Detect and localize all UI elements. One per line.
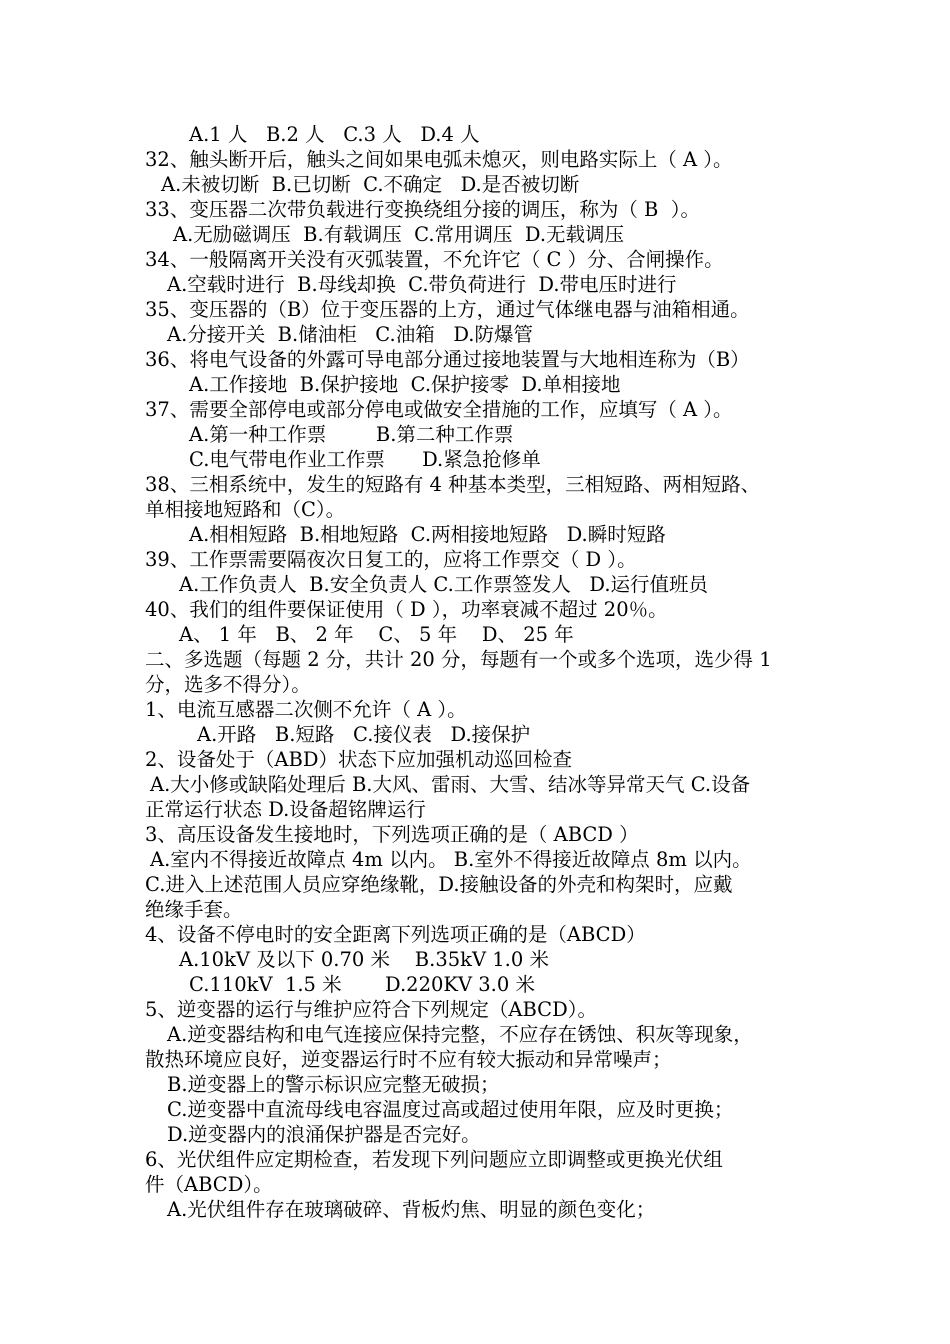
- q37-options-1: A.第一种工作票 B.第二种工作票: [189, 423, 514, 446]
- m4-question: 4、设备不停电时的安全距离下列选项正确的是（ABCD）: [145, 923, 646, 946]
- m3-options-cont: C.进入上述范围人员应穿绝缘靴，D.接触设备的外壳和构架时，应戴: [145, 873, 733, 896]
- m5-option-a-cont: 散热环境应良好，逆变器运行时不应有较大振动和异常噪声；: [145, 1048, 672, 1071]
- m3-options-cont-2: 绝缘手套。: [145, 898, 243, 921]
- m2-options: A.大小修或缺陷处理后 B.大风、雷雨、大雪、结冰等异常天气 C.设备: [150, 773, 751, 796]
- m6-question: 6、光伏组件应定期检查，若发现下列问题应立即调整或更换光伏组: [145, 1148, 723, 1171]
- q40-question: 40、我们的组件要保证使用（ D ），功率衰减不超过 20％。: [145, 598, 668, 621]
- m5-option-b: B.逆变器上的警示标识应完整无破损；: [167, 1073, 500, 1096]
- q33-question: 33、变压器二次带负载进行变换绕组分接的调压，称为（ B ）。: [145, 198, 700, 221]
- q36-options: A.工作接地 B.保护接地 C.保护接零 D.单相接地: [189, 373, 621, 396]
- section-2-heading-cont: 分，选多不得分）。: [145, 673, 311, 696]
- q38-question-cont: 单相接地短路和（C）。: [145, 498, 346, 521]
- q34-question: 34、一般隔离开关没有灭弧装置，不允许它（ C ）分、合闸操作。: [145, 248, 724, 271]
- m1-question: 1、电流互感器二次侧不允许（ A ）。: [145, 698, 467, 721]
- q34-options: A.空载时进行 B.母线却换 C.带负荷进行 D.带电压时进行: [167, 273, 677, 296]
- q32-options: A.未被切断 B.已切断 C.不确定 D.是否被切断: [161, 173, 580, 196]
- m6-question-cont: 件（ABCD）。: [145, 1173, 273, 1196]
- q37-question: 37、需要全部停电或部分停电或做安全措施的工作，应填写（ A ）。: [145, 398, 733, 421]
- m4-options-1: A.10kV 及以下 0.70 米 B.35kV 1.0 米: [179, 948, 549, 971]
- q35-options: A.分接开关 B.储油柜 C.油箱 D.防爆管: [167, 323, 533, 346]
- m3-options: A.室内不得接近故障点 4m 以内。 B.室外不得接近故障点 8m 以内。: [150, 848, 752, 871]
- q40-options: A、 1 年 B、 2 年 C、 5 年 D、 25 年: [179, 623, 574, 646]
- q38-question: 38、三相系统中，发生的短路有 4 种基本类型，三相短路、两相短路、: [145, 473, 761, 496]
- m5-option-a: A.逆变器结构和电气连接应保持完整，不应存在锈蚀、积灰等现象，: [167, 1023, 753, 1046]
- q37-options-2: C.电气带电作业工作票 D.紧急抢修单: [189, 448, 541, 471]
- m5-question: 5、逆变器的运行与维护应符合下列规定（ABCD）。: [145, 998, 597, 1021]
- m5-option-d: D.逆变器内的浪涌保护器是否完好。: [167, 1123, 481, 1146]
- m4-options-2: C.110kV 1.5 米 D.220KV 3.0 米: [189, 973, 535, 996]
- exam-text: [145, 122, 825, 1222]
- m2-question: 2、设备处于（ABD）状态下应加强机动巡回检查: [145, 748, 572, 771]
- m6-option-a: A.光伏组件存在玻璃破碎、背板灼焦、明显的颜色变化；: [167, 1198, 656, 1221]
- q32-question: 32、触头断开后，触头之间如果电弧未熄灭，则电路实际上（ A ）。: [145, 148, 733, 171]
- q35-question: 35、变压器的（B）位于变压器的上方，通过气体继电器与油箱相通。: [145, 298, 750, 321]
- q39-question: 39、工作票需要隔夜次日复工的，应将工作票交（ D ）。: [145, 548, 637, 571]
- m2-options-cont: 正常运行状态 D.设备超铭牌运行: [145, 798, 426, 821]
- q39-options: A.工作负责人 B.安全负责人 C.工作票签发人 D.运行值班员: [179, 573, 709, 596]
- m1-options: A.开路 B.短路 C.接仪表 D.接保护: [197, 723, 531, 746]
- m3-question: 3、高压设备发生接地时，下列选项正确的是（ ABCD ）: [145, 823, 639, 846]
- section-2-heading: 二、多选题（每题 2 分，共计 20 分，每题有一个或多个选项，选少得 1: [145, 648, 772, 671]
- q33-options: A.无励磁调压 B.有载调压 C.常用调压 D.无载调压: [173, 223, 625, 246]
- q36-question: 36、将电气设备的外露可导电部分通过接地装置与大地相连称为（B）: [145, 348, 750, 371]
- q38-options: A.相相短路 B.相地短路 C.两相接地短路 D.瞬时短路: [189, 523, 666, 546]
- q31-options: A.1 人 B.2 人 C.3 人 D.4 人: [189, 123, 480, 146]
- m5-option-c: C.逆变器中直流母线电容温度过高或超过使用年限，应及时更换；: [167, 1098, 734, 1121]
